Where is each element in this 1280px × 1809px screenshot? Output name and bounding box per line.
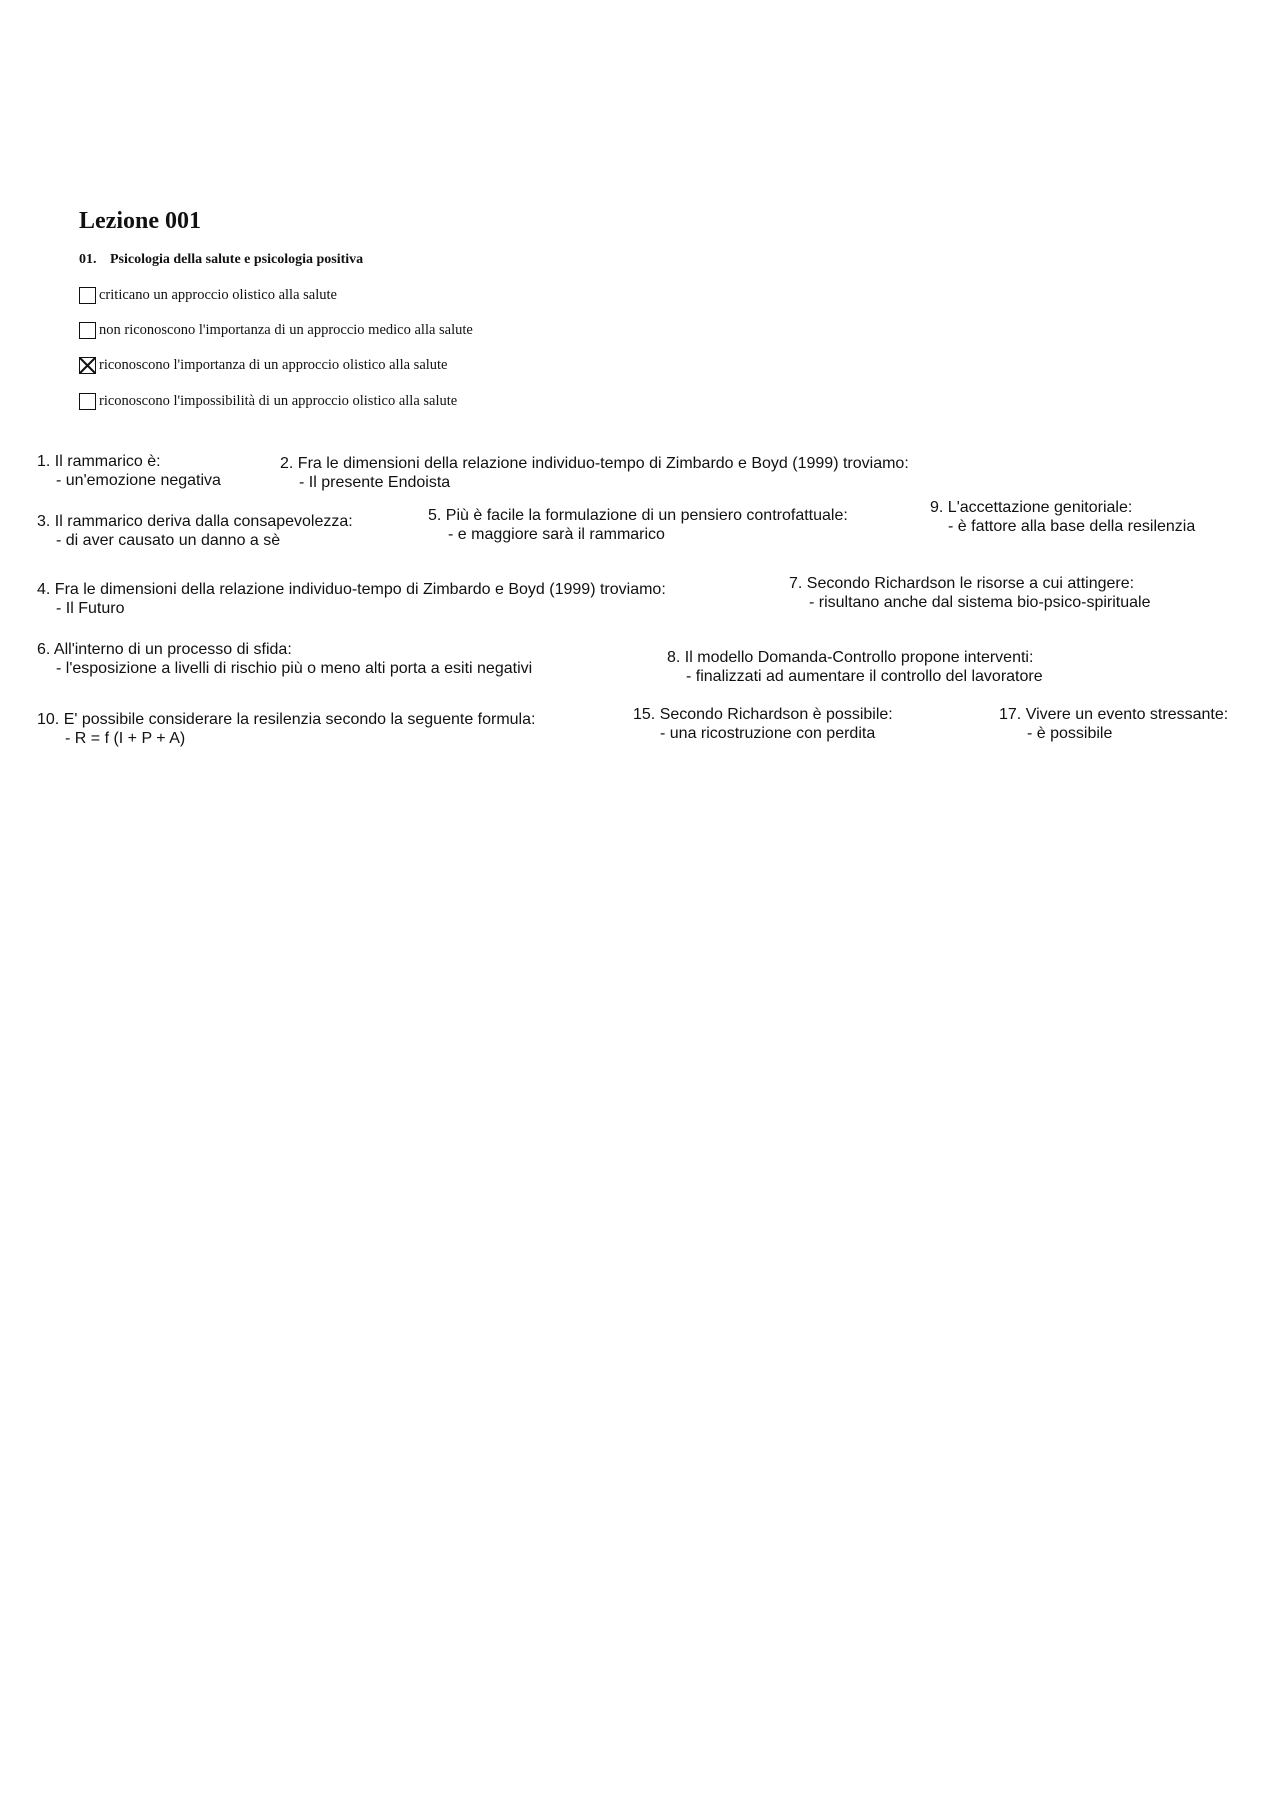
note-1 xyxy=(37,452,221,490)
option-label: criticano un approccio olistico alla salute xyxy=(99,286,337,303)
note-answer: - Il presente Endoista xyxy=(299,474,451,491)
note-answer: - l'esposizione a livelli di rischio più o meno alti porta a esiti negativi xyxy=(56,660,533,677)
question-text: Psicologia della salute e psicologia positiva xyxy=(110,252,364,267)
note-answer: - è fattore alla base della resilenzia xyxy=(948,518,1196,535)
option-3[interactable] xyxy=(79,354,448,376)
note-5 xyxy=(428,506,848,544)
note-question: 3. Il rammarico deriva dalla consapevolezza: xyxy=(37,513,353,530)
note-6 xyxy=(37,640,532,678)
checkbox-icon[interactable] xyxy=(79,322,96,339)
option-1[interactable] xyxy=(79,284,337,306)
note-question: 10. E' possibile considerare la resilenzia secondo la seguente formula: xyxy=(37,711,536,728)
note-9 xyxy=(930,498,1195,536)
note-answer: - una ricostruzione con perdita xyxy=(660,725,876,742)
note-answer: - finalizzati ad aumentare il controllo del lavoratore xyxy=(686,668,1043,685)
note-question: 9. L'accettazione genitoriale: xyxy=(930,499,1133,516)
note-answer: - è possibile xyxy=(1027,725,1113,742)
note-answer: - risultano anche dal sistema bio-psico-spirituale xyxy=(809,594,1151,611)
note-question: 7. Secondo Richardson le risorse a cui attingere: xyxy=(789,575,1135,592)
note-answer: - e maggiore sarà il rammarico xyxy=(448,526,665,543)
note-question: 5. Più è facile la formulazione di un pensiero controfattuale: xyxy=(428,507,848,524)
note-answer: - R = f (I + P + A) xyxy=(65,730,186,747)
note-answer: - di aver causato un danno a sè xyxy=(56,532,281,549)
note-2 xyxy=(280,454,909,492)
note-3 xyxy=(37,512,353,550)
note-answer: - Il Futuro xyxy=(56,600,125,617)
note-4 xyxy=(37,580,666,618)
note-question: 1. Il rammarico è: xyxy=(37,453,161,470)
option-4[interactable] xyxy=(79,390,457,412)
note-7 xyxy=(789,574,1151,612)
option-2[interactable] xyxy=(79,319,473,341)
question-number: 01. xyxy=(79,252,97,267)
checkbox-icon[interactable] xyxy=(79,393,96,410)
note-answer: - un'emozione negativa xyxy=(56,472,221,489)
option-label: riconoscono l'importanza di un approccio olistico alla salute xyxy=(99,356,448,373)
note-question: 8. Il modello Domanda-Controllo propone interventi: xyxy=(667,649,1034,666)
note-question: 2. Fra le dimensioni della relazione individuo-tempo di Zimbardo e Boyd (1999) troviamo: xyxy=(280,455,909,472)
note-question: 15. Secondo Richardson è possibile: xyxy=(633,706,893,723)
note-8 xyxy=(667,648,1043,686)
checked-checkbox-icon[interactable] xyxy=(79,357,96,374)
note-17 xyxy=(999,705,1228,743)
option-label: non riconoscono l'importanza di un approccio medico alla salute xyxy=(99,321,473,338)
note-question: 4. Fra le dimensioni della relazione individuo-tempo di Zimbardo e Boyd (1999) troviamo: xyxy=(37,581,666,598)
checkbox-icon[interactable] xyxy=(79,287,96,304)
note-question: 17. Vivere un evento stressante: xyxy=(999,706,1229,723)
note-question: 6. All'interno di un processo di sfida: xyxy=(37,641,292,658)
option-label: riconoscono l'impossibilità di un approccio olistico alla salute xyxy=(99,392,458,409)
note-10 xyxy=(37,710,535,748)
note-15 xyxy=(633,705,893,743)
lesson-title: Lezione 001 xyxy=(79,208,201,234)
question-header xyxy=(79,252,363,268)
